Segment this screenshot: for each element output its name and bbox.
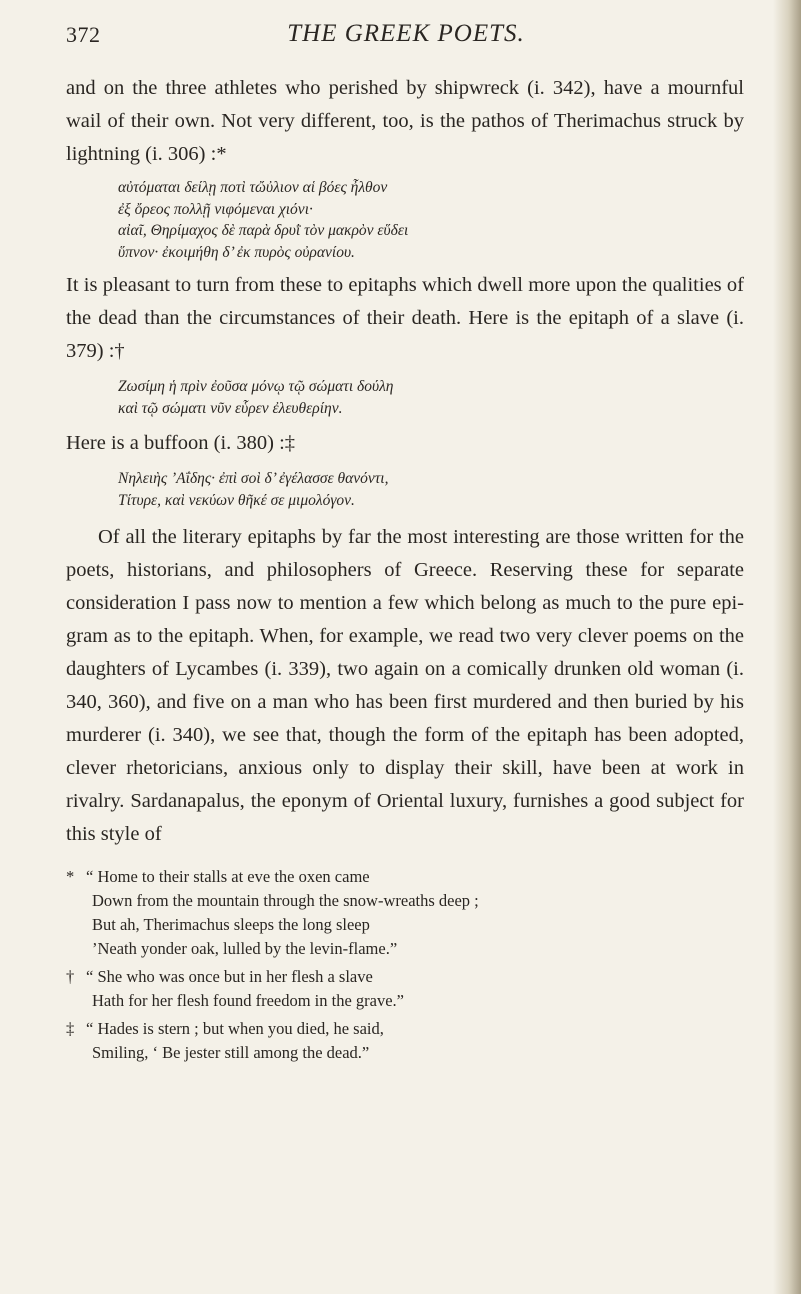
footnote-line: But ah, Therimachus sleeps the long sleep [92, 915, 370, 934]
paragraph-literary-epitaphs: Of all the literary epitaphs by far the most interesting are those written for the poets, historians, and philosophers of Greece. Reserving these for separate consideration I pass now to mention a few which belong as much to the pure epigram as to the epitaph. When, for example, we read two very clever poems on the daughters of Lycambes (i. 339), two again on a comically drunken old woman (i. 340, 360), and five on a man who has been first murdered and then buried by his murderer (i. 340), we see that, though the form of the epitaph has been adopted, clever rhetoricians, anxious only to display their skill, have been at work in rivalry. Sardanapalus, the eponym of Oriental luxury, furnishes a good subject for this style of [66, 526, 744, 845]
footnote-line: “ Home to their stalls at eve the oxen came [86, 867, 370, 886]
page-header [66, 14, 746, 54]
paragraph-athletes: and on the three athletes who perished by shipwreck (i. 342), have a mournful wail of their own. Not very different, too, is the pathos of Therimachus struck by lightning (i. 306) :* [66, 77, 744, 165]
footnote-line: Down from the mountain through the snow-wreaths deep ; [92, 891, 479, 910]
greek-line: Ζωσίμη ἡ πρὶν ἐοῦσα μόνῳ τῷ σώματι δούλη [118, 378, 394, 395]
footnote-mark: ‡ [66, 1019, 75, 1038]
footnote-dagger [66, 965, 744, 1013]
paragraph-buffoon: Here is a buffoon (i. 380) :‡ [66, 432, 296, 454]
greek-epitaph-buffoon [66, 468, 744, 511]
footnote-line: “ She who was once but in her flesh a slave [86, 967, 373, 986]
greek-epitaph-slave [66, 376, 744, 419]
greek-line: ἐξ ὄρεος πολλῇ νιφόμεναι χιόνι· [118, 200, 313, 218]
greek-line: Νηλειὴς ’Αΐδης· ἐπὶ σοὶ δ’ ἐγέλασσε θανόντι, [118, 470, 389, 487]
footnote-star [66, 865, 744, 961]
page-edge-shadow [773, 0, 801, 1294]
footnote-line: ’Neath yonder oak, lulled by the levin-flame.” [92, 939, 398, 958]
footnote-double-dagger [66, 1017, 744, 1065]
running-title: THE GREEK POETS. [287, 20, 525, 47]
footnote-line: Smiling, ‘ Be jester still among the dead.” [92, 1043, 370, 1062]
greek-epitaph-therimachus [66, 177, 744, 263]
footnotes [66, 865, 744, 1065]
footnote-mark: * [66, 867, 75, 886]
greek-line: αἰαῖ, Θηρίμαχος δὲ παρὰ δρυῒ τὸν μακρὸν εὕδει [118, 222, 409, 239]
page-body [66, 72, 744, 1069]
greek-line: καὶ τῷ σώματι νῦν εὗρεν ἐλευθερίην. [118, 399, 343, 417]
footnote-mark: † [66, 967, 75, 986]
page-number: 372 [66, 22, 101, 47]
paragraph-qualities: It is pleasant to turn from these to epitaphs which dwell more upon the qualities of the dead than the circumstances of their death. Here is the epitaph of a slave (i. 379) :† [66, 274, 744, 362]
greek-line: ὕπνον· ἐκοιμήθη δ’ ἐκ πυρὸς οὐρανίου. [118, 243, 355, 261]
footnote-line: “ Hades is stern ; but when you died, he said, [86, 1019, 384, 1038]
greek-line: αὐτόμαται δείλῃ ποτὶ τὤὐλιον αἱ βόες ἦλθον [118, 179, 388, 196]
footnote-line: Hath for her flesh found freedom in the grave.” [92, 991, 405, 1010]
greek-line: Τίτυρε, καὶ νεκύων θῆκέ σε μιμολόγον. [118, 491, 355, 509]
